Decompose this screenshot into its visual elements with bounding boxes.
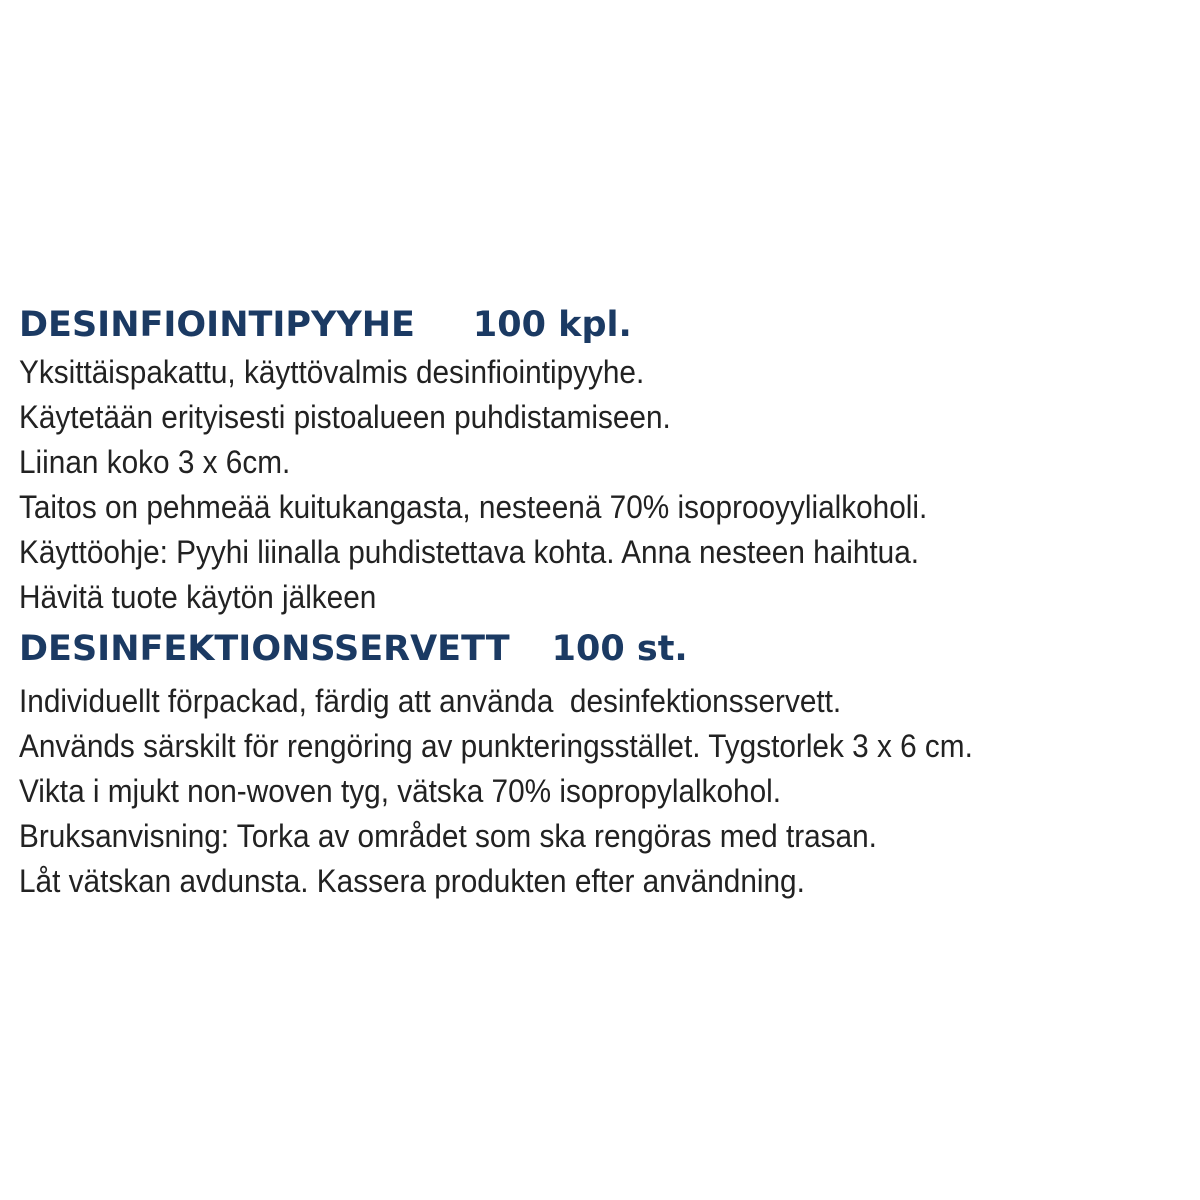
product-title-sv: DESINFEKTIONSSERVETT [19, 629, 510, 669]
product-description [19, 300, 1189, 904]
description-line: Individuellt förpackad, färdig att använda desinfektionsservett. [19, 683, 842, 719]
description-line: Låt vätskan avdunsta. Kassera produkten efter användning. [19, 863, 805, 899]
product-heading-sv [19, 624, 1189, 674]
description-line: Käytetään erityisesti pistoalueen puhdistamiseen. [19, 399, 671, 435]
description-line: Taitos on pehmeää kuitukangasta, nesteenä 70% isoprooyylialkoholi. [19, 489, 928, 525]
description-line: Används särskilt för rengöring av punkteringsstället. Tygstorlek 3 x 6 cm. [19, 728, 973, 764]
product-heading-fi [19, 300, 1189, 350]
section-finnish [19, 300, 1189, 620]
description-line: Hävitä tuote käytön jälkeen [19, 579, 377, 615]
description-line: Bruksanvisning: Torka av området som ska rengöras med trasan. [19, 818, 877, 854]
product-quantity-fi: 100 kpl. [472, 305, 632, 345]
product-quantity-sv: 100 st. [551, 629, 688, 669]
section-swedish [19, 624, 1189, 904]
product-title-fi: DESINFIOINTIPYYHE [19, 305, 415, 345]
description-line: Käyttöohje: Pyyhi liinalla puhdistettava kohta. Anna nesteen haihtua. [19, 534, 920, 570]
description-line: Yksittäispakattu, käyttövalmis desinfiointipyyhe. [19, 354, 645, 390]
description-line: Vikta i mjukt non-woven tyg, vätska 70% isopropylalkohol. [19, 773, 782, 809]
description-line: Liinan koko 3 x 6cm. [19, 444, 291, 480]
